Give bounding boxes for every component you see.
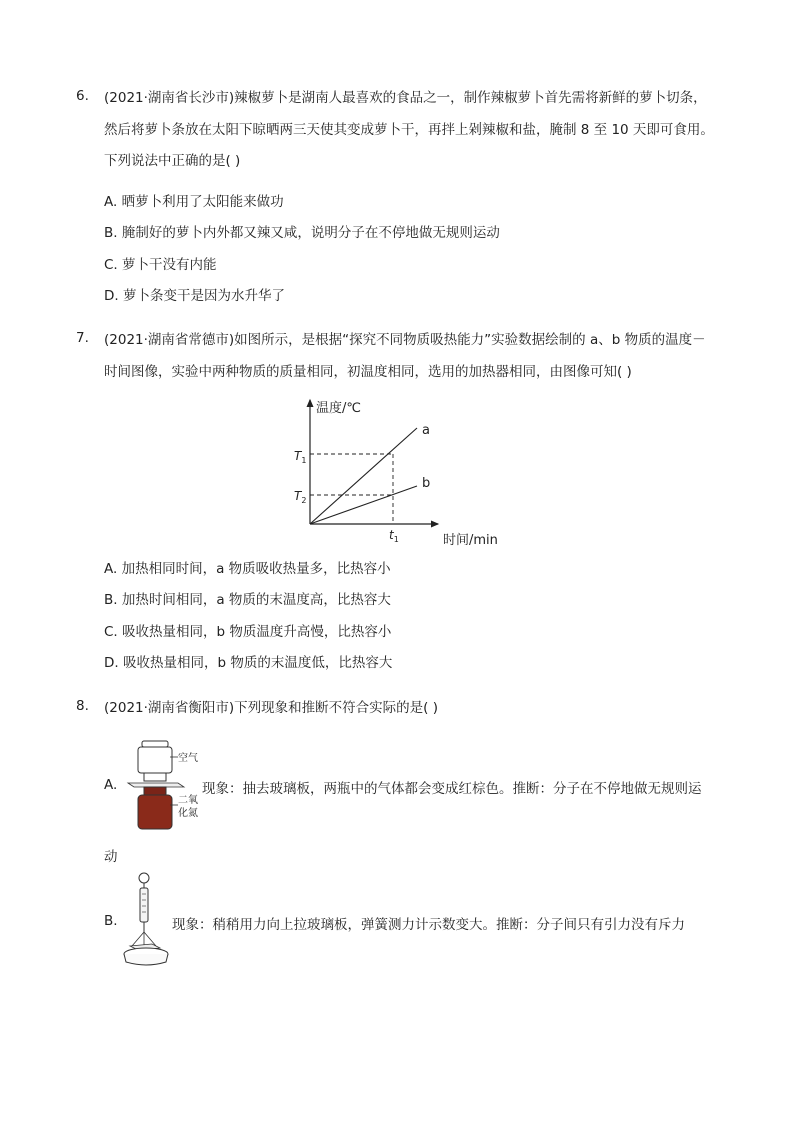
option-a-label: A. [104,777,118,793]
question-stem-line: (2021·湖南省衡阳市)下列现象和推断不符合实际的是( ) [104,700,439,716]
tick-label-t1: t [389,528,394,542]
option-a-text: 现象：抽去玻璃板，两瓶中的气体都会变成红棕色。推断：分子在不停地做无规则运 [202,781,702,797]
y-axis-label: 温度/℃ [316,401,361,416]
option-d: D. 吸收热量相同，b 物质的末温度低，比热容大 [104,655,393,671]
option-c: C. 吸收热量相同，b 物质温度升高慢，比热容小 [104,624,392,640]
tick-label-T1: T [294,449,302,463]
option-b-label: B. [104,913,118,929]
question-stem-line: 然后将萝卜条放在太阳下晾晒两三天使其变成萝卜干，再拌上剁辣椒和盐，腌制 8 至 10 天即可食用。 [104,122,714,138]
question-stem-line: (2021·湖南省常德市)如图所示，是根据“探究不同物质吸热能力”实验数据绘制的 a、b 物质的温度－ [104,332,706,348]
label-no2-line1: 二氧 [178,795,198,806]
svg-text:t1 [389,528,399,544]
tick-label-t1-sub: 1 [393,535,399,544]
option-b: B. 腌制好的萝卜内外都又辣又咸，说明分子在不停地做无规则运动 [104,225,500,241]
svg-text:T2 [294,489,306,505]
line-b [310,486,417,524]
svg-text:T1 [294,449,306,465]
option-d: D. 萝卜条变干是因为水升华了 [104,288,285,304]
option-c: C. 萝卜干没有内能 [104,257,217,273]
question-stem-line: 时间图像，实验中两种物质的质量相同，初温度相同，选用的加热器相同，由图像可知( ) [104,364,632,380]
tick-label-T2-sub: 2 [301,496,307,505]
question-stem-line: (2021·湖南省长沙市)辣椒萝卜是湖南人最喜欢的食品之一，制作辣椒萝卜首先需将新鲜的萝卜切条， [104,90,707,106]
option-b: B. 加热时间相同，a 物质的末温度高，比热容大 [104,592,391,608]
x-axis-label: 时间/min [443,533,498,548]
line-a [310,428,417,524]
question-number: 7. [76,330,89,346]
option-a-text-continued: 动 [104,849,118,865]
tick-label-T1-sub: 1 [301,456,307,465]
label-no2-line2: 化氮 [178,808,198,819]
label-air: 空气 [178,753,198,764]
question-number: 8. [76,698,89,714]
label-a: a [422,423,430,438]
gas-diffusion-bottles-figure [122,737,202,833]
question-number: 6. [76,88,89,104]
option-a: A. 加热相同时间，a 物质吸收热量多，比热容小 [104,561,391,577]
label-b: b [422,476,431,491]
option-a: A. 晒萝卜利用了太阳能来做功 [104,194,284,210]
tick-label-T2: T [294,489,302,503]
question-stem-line: 下列说法中正确的是( ) [104,153,241,169]
option-b-text: 现象：稍稍用力向上拉玻璃板，弹簧测力计示数变大。推断：分子间只有引力没有斥力 [172,917,685,933]
temperature-time-graph [280,392,510,552]
